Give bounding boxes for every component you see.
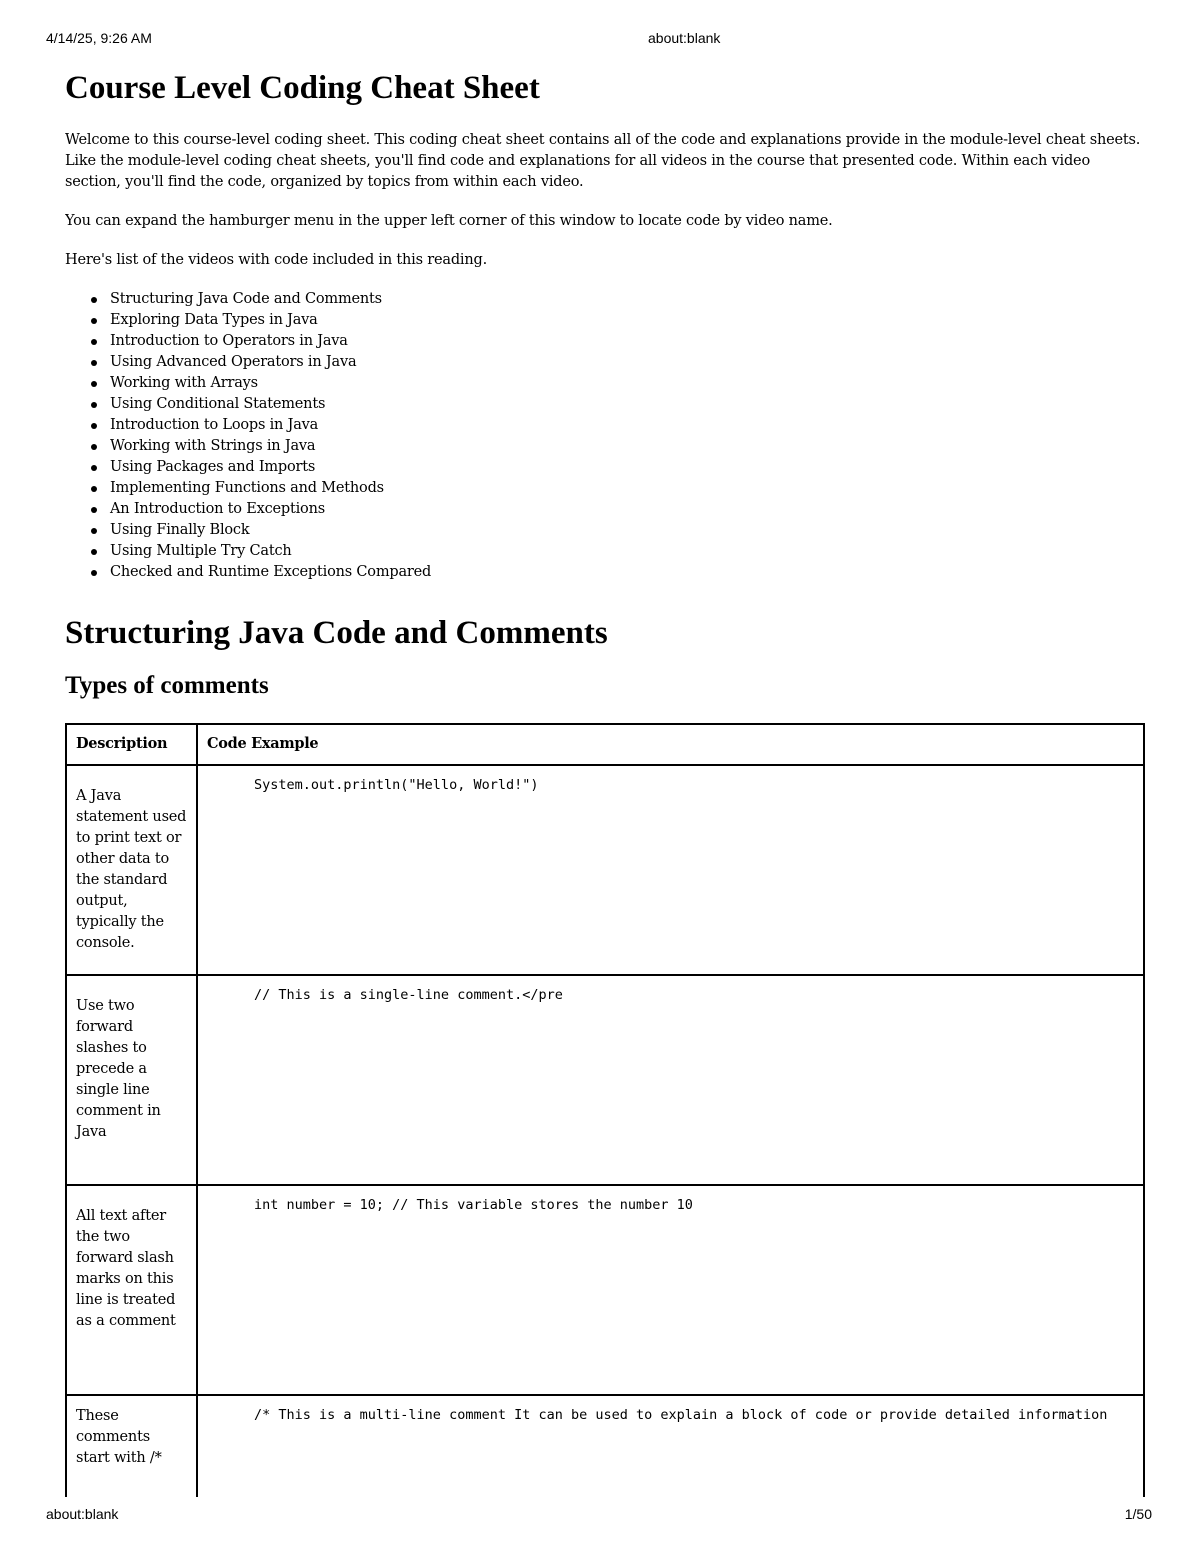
video-list-item: Structuring Java Code and Comments bbox=[110, 289, 1145, 310]
video-list-item: Implementing Functions and Methods bbox=[110, 478, 1145, 499]
section-subtitle: Types of comments bbox=[65, 672, 269, 699]
table-row bbox=[66, 1185, 1144, 1395]
table-row bbox=[66, 765, 1144, 975]
print-header bbox=[0, 30, 1200, 50]
row-description: All text after the two forward slash marks on this line is treated as a comment bbox=[66, 1185, 197, 1395]
code-column-header: Code Example bbox=[197, 724, 1144, 765]
comments-table bbox=[65, 723, 1145, 1497]
video-list-item: Working with Strings in Java bbox=[110, 436, 1145, 457]
row-description: A Java statement used to print text or other data to the standard output, typically the console. bbox=[66, 765, 197, 975]
print-url: about:blank bbox=[46, 1506, 119, 1522]
video-list-intro: Here's list of the videos with code included in this reading. bbox=[65, 252, 487, 268]
bullet-icon bbox=[91, 360, 97, 366]
video-list-item: Using Multiple Try Catch bbox=[110, 541, 1145, 562]
bullet-icon bbox=[91, 402, 97, 408]
row-code-example: /* This is a multi-line comment It can be used to explain a block of code or provide detailed information bbox=[197, 1395, 1144, 1497]
table-row bbox=[66, 975, 1144, 1185]
video-list-item: Exploring Data Types in Java bbox=[110, 310, 1145, 331]
row-description: Use two forward slashes to precede a single line comment in Java bbox=[66, 975, 197, 1185]
video-list-item: Using Advanced Operators in Java bbox=[110, 352, 1145, 373]
video-list-item: Introduction to Operators in Java bbox=[110, 331, 1145, 352]
row-code-example: // This is a single-line comment.</pre bbox=[197, 975, 1144, 1185]
bullet-icon bbox=[91, 570, 97, 576]
page-title: Course Level Coding Cheat Sheet bbox=[65, 70, 540, 106]
table-header-row bbox=[66, 724, 1144, 765]
bullet-icon bbox=[91, 486, 97, 492]
print-datetime: 4/14/25, 9:26 AM bbox=[46, 30, 152, 46]
description-column-header: Description bbox=[66, 724, 197, 765]
bullet-icon bbox=[91, 465, 97, 471]
video-list-item: Using Packages and Imports bbox=[110, 457, 1145, 478]
row-description: These comments start with /* bbox=[66, 1395, 197, 1497]
document-content bbox=[65, 60, 1145, 1497]
section-title: Structuring Java Code and Comments bbox=[65, 615, 608, 651]
video-list bbox=[65, 289, 1145, 583]
video-list-item: Using Conditional Statements bbox=[110, 394, 1145, 415]
video-list-item: Working with Arrays bbox=[110, 373, 1145, 394]
bullet-icon bbox=[91, 423, 97, 429]
bullet-icon bbox=[91, 507, 97, 513]
video-list-item: Checked and Runtime Exceptions Compared bbox=[110, 562, 1145, 583]
bullet-icon bbox=[91, 297, 97, 303]
hamburger-note: You can expand the hamburger menu in the upper left corner of this window to locate code by video name. bbox=[65, 213, 833, 229]
bullet-icon bbox=[91, 528, 97, 534]
row-code-example: System.out.println("Hello, World!") bbox=[197, 765, 1144, 975]
print-footer bbox=[0, 1506, 1200, 1526]
bullet-icon bbox=[91, 318, 97, 324]
bullet-icon bbox=[91, 444, 97, 450]
print-page-title: about:blank bbox=[648, 30, 721, 46]
intro-paragraph: Welcome to this course-level coding sheet. This coding cheat sheet contains all of the code and explanations provide in the module-level cheat sheets. Like the module-level coding cheat sheets, you'll find code and explanations for all videos in the course that presented code. Within each video section, you'll find the code, organized by topics from within each video. bbox=[65, 132, 1141, 190]
video-list-item: An Introduction to Exceptions bbox=[110, 499, 1145, 520]
bullet-icon bbox=[91, 381, 97, 387]
bullet-icon bbox=[91, 339, 97, 345]
bullet-icon bbox=[91, 549, 97, 555]
row-code-example: int number = 10; // This variable stores the number 10 bbox=[197, 1185, 1144, 1395]
video-list-item: Introduction to Loops in Java bbox=[110, 415, 1145, 436]
table-row bbox=[66, 1395, 1144, 1497]
page-number: 1/50 bbox=[1124, 1506, 1152, 1522]
video-list-item: Using Finally Block bbox=[110, 520, 1145, 541]
